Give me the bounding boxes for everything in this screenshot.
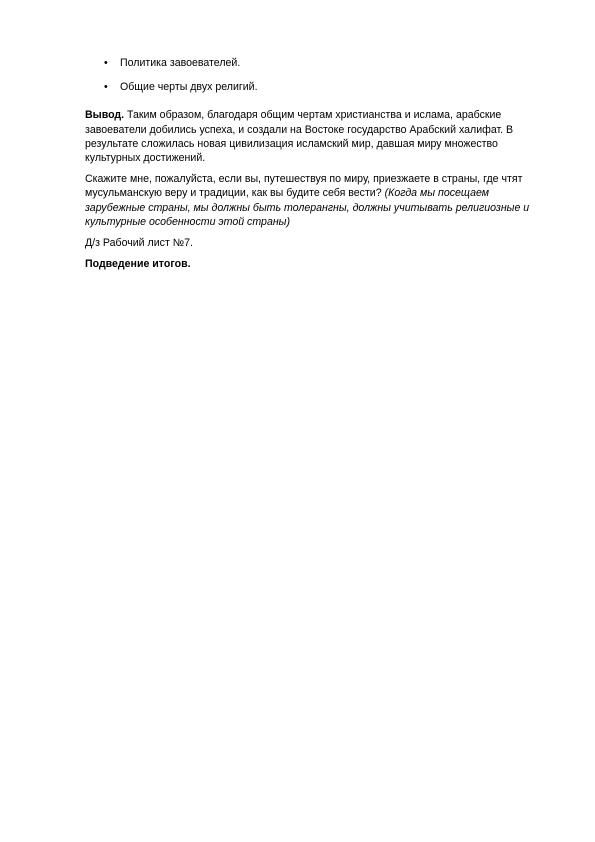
conclusion-label: Вывод. (85, 109, 125, 122)
conclusion-text: Таким образом, благодаря общим чертам христианства и ислама, арабские (124, 109, 502, 122)
question-paragraph (85, 172, 530, 229)
list-item-text: Общие черты двух религий. (120, 81, 258, 94)
conclusion-paragraph (85, 108, 525, 165)
bullet-marker: • (104, 81, 108, 94)
question-line (85, 186, 525, 200)
bullet-marker: • (104, 57, 108, 69)
conclusion-line: завоеватели добились успеха, и создали на Востоке государство Арабский халифат. В (85, 123, 514, 136)
conclusion-line: результате сложилась новая цивилизация исламский мир, давшая миру множество (85, 137, 498, 150)
document-content (85, 56, 530, 278)
bullet-list (85, 56, 525, 94)
answer-line: зарубежные страны, мы должны быть толерангны, должны учитывать религиозные и (85, 201, 530, 214)
homework-paragraph: Д/з Рабочий лист №7. (85, 237, 193, 250)
question-line: Скажите мне, пожалуйста, если вы, путешествуя по миру, приезжаете в страны, где чтят (85, 173, 523, 186)
list-item (85, 56, 525, 70)
conclusion-line (85, 108, 525, 122)
list-item-text: Политика завоевателей. (120, 57, 241, 69)
list-item (85, 80, 525, 94)
summary-heading: Подведение итогов. (85, 258, 191, 271)
answer-text: (Когда мы посещаем (384, 187, 489, 200)
answer-line: культурные особенности этой страны) (85, 215, 290, 228)
question-text: мусульманскую веру и традиции, как вы будите себя вести? (85, 187, 385, 200)
conclusion-line: культурных достижений. (85, 152, 206, 165)
